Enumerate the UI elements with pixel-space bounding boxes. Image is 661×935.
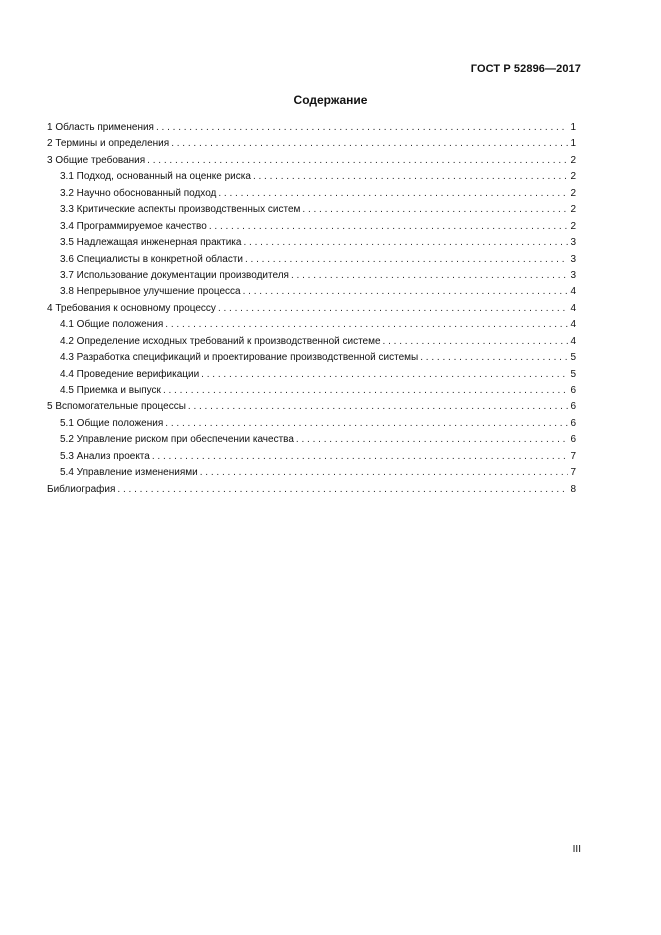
toc-dot-leader [296,432,569,448]
toc-entry-title: 5.4 Управление изменениями [60,467,198,479]
toc-entry[interactable] [47,350,576,366]
toc-dot-leader [253,169,569,185]
toc-dot-leader [201,367,568,383]
toc-entry-title: 3.1 Подход, основанный на оценке риска [60,171,251,183]
toc-entry[interactable] [47,169,576,185]
page-number: III [572,844,581,855]
toc-dot-leader [291,268,568,284]
toc-entry-title: 3 Общие требования [47,154,146,166]
toc-entry[interactable] [47,465,576,481]
toc-entry[interactable] [47,252,576,268]
toc-dot-leader [147,153,568,169]
toc-entry-title: 3.7 Использование документации производителя [60,269,289,281]
toc-entry[interactable] [47,416,576,432]
toc-entry-page: 3 [570,253,576,265]
toc-entry-page: 2 [570,204,576,216]
toc-entry[interactable] [47,334,576,350]
toc-entry-title: 4.1 Общие положения [60,319,164,331]
toc-dot-leader [218,186,568,202]
toc-entry-page: 7 [570,467,576,479]
toc-entry-title: 5.3 Анализ проекта [60,450,150,462]
document-code: ГОСТ Р 52896—2017 [470,63,581,75]
toc-entry-title: 4 Требования к основному процессу [47,302,216,314]
toc-entry-page: 7 [570,450,576,462]
toc-dot-leader [156,120,568,136]
toc-entry[interactable] [47,449,576,465]
toc-entry-page: 3 [570,269,576,281]
toc-title: Содержание [293,93,368,107]
toc-dot-leader [209,219,569,235]
toc-dot-leader [165,416,568,432]
toc-entry-page: 6 [570,385,576,396]
toc-entry[interactable] [47,153,576,169]
toc-entry-page: 2 [570,154,576,166]
toc-entry-page: 1 [570,122,576,133]
toc-dot-leader [383,334,569,350]
toc-entry[interactable] [47,482,576,498]
toc-entry[interactable] [47,367,576,383]
toc-entry[interactable] [47,186,576,202]
toc-entry-page: 2 [570,220,576,232]
toc-dot-leader [188,399,569,415]
toc-entry[interactable] [47,268,576,284]
toc-entry-page: 2 [570,171,576,183]
toc-dot-leader [243,235,568,251]
toc-entry[interactable] [47,136,576,152]
toc-entry-title: 5 Вспомогательные процессы [47,401,186,413]
toc-dot-leader [152,449,569,465]
toc-entry-title: 2 Термины и определения [47,138,170,150]
toc-entry[interactable] [47,383,576,399]
toc-entry[interactable] [47,120,576,136]
toc-dot-leader [117,482,568,498]
toc-entry-title: 4.2 Определение исходных требований к производственной системе [60,335,381,347]
toc-entry[interactable] [47,284,576,300]
toc-entry-title: 3.5 Надлежащая инженерная практика [60,237,242,249]
toc-entry-page: 4 [570,302,576,314]
toc-entry-title: 4.3 Разработка спецификаций и проектирование производственной системы [60,352,419,364]
toc-dot-leader [171,136,568,152]
toc-entry-page: 8 [570,483,576,495]
toc-entry-title: 3.4 Программируемое качество [60,220,207,232]
toc-entry-page: 4 [570,319,576,331]
toc-entry[interactable] [47,301,576,317]
toc-entry[interactable] [47,219,576,235]
toc-entry-title: 1 Область применения [47,122,154,133]
toc-entry[interactable] [47,202,576,218]
toc-entry-page: 4 [570,335,576,347]
toc-entry-title: 3.2 Научно обоснованный подход [60,187,217,199]
toc-entry[interactable] [47,235,576,251]
toc-entry-page: 2 [570,187,576,199]
toc-entry[interactable] [47,432,576,448]
toc-entry-page: 4 [570,286,576,298]
toc-entry-page: 5 [570,368,576,380]
toc-dot-leader [163,383,569,399]
toc-entry-title: 4.5 Приемка и выпуск [60,385,161,396]
toc-dot-leader [420,350,568,366]
toc-entry-title: 3.8 Непрерывное улучшение процесса [60,286,241,298]
toc-entry[interactable] [47,317,576,333]
toc-dot-leader [245,252,568,268]
toc-dot-leader [200,465,569,481]
toc-entry-page: 6 [570,417,576,429]
toc-entry-page: 3 [570,237,576,249]
toc-dot-leader [243,284,569,300]
toc-entry-page: 6 [570,401,576,413]
toc-entry-title: 5.2 Управление риском при обеспечении качества [60,434,294,446]
toc-entry-page: 5 [570,352,576,364]
toc-dot-leader [218,301,569,317]
table-of-contents [47,120,576,498]
toc-entry-title: 4.4 Проведение верификации [60,368,200,380]
toc-entry-title: 5.1 Общие положения [60,417,164,429]
toc-entry-title: Библиография [47,483,116,495]
toc-entry-title: 3.6 Специалисты в конкретной области [60,253,243,265]
toc-entry[interactable] [47,399,576,415]
toc-entry-page: 6 [570,434,576,446]
toc-dot-leader [302,202,568,218]
toc-dot-leader [165,317,568,333]
toc-entry-title: 3.3 Критические аспекты производственных систем [60,204,301,216]
toc-entry-page: 1 [570,138,576,150]
